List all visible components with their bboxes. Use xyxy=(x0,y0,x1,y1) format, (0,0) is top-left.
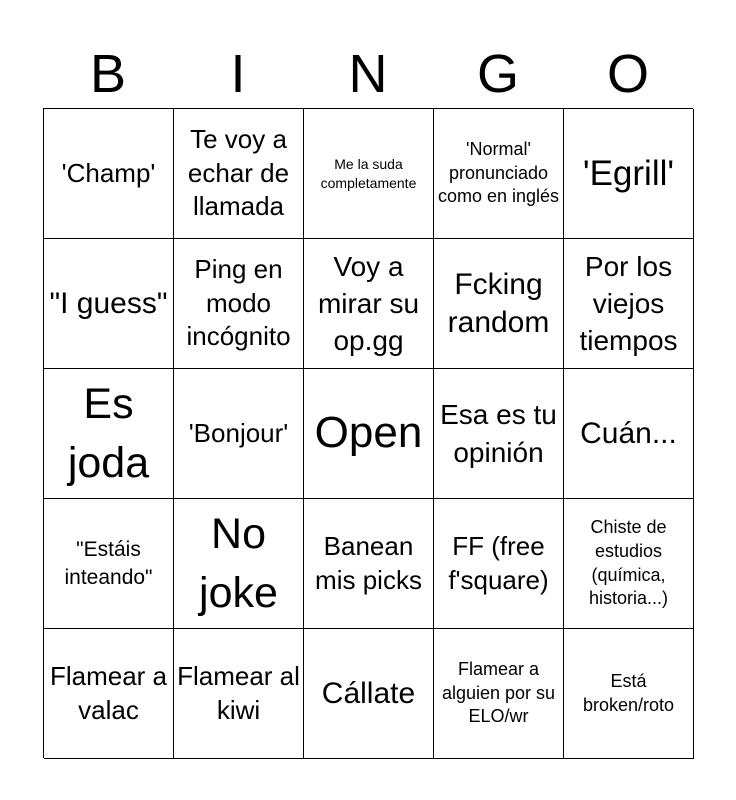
bingo-cell[interactable]: 'Egrill' xyxy=(564,109,694,239)
bingo-cell[interactable]: Flamear a valac xyxy=(44,629,174,759)
bingo-cell[interactable]: Es joda xyxy=(44,369,174,499)
bingo-cell[interactable]: Me la suda completamente xyxy=(304,109,434,239)
bingo-header xyxy=(43,40,693,108)
bingo-cell[interactable]: Banean mis picks xyxy=(304,499,434,629)
header-letter-n: N xyxy=(348,44,388,104)
bingo-card-grid xyxy=(43,108,693,758)
free-space-cell[interactable]: Open xyxy=(304,369,434,499)
bingo-cell[interactable]: Flamear al kiwi xyxy=(174,629,304,759)
bingo-cell[interactable]: Por los viejos tiempos xyxy=(564,239,694,369)
bingo-cell[interactable]: 'Bonjour' xyxy=(174,369,304,499)
bingo-cell[interactable]: Esa es tu opinión xyxy=(434,369,564,499)
bingo-cell[interactable]: Flamear a alguien por su ELO/wr xyxy=(434,629,564,759)
header-letter-g: G xyxy=(476,44,519,104)
header-letter-o: O xyxy=(606,44,649,104)
bingo-cell[interactable]: "I guess" xyxy=(44,239,174,369)
bingo-cell[interactable]: "Estáis inteando" xyxy=(44,499,174,629)
bingo-cell[interactable]: 'Champ' xyxy=(44,109,174,239)
bingo-cell[interactable]: Está broken/roto xyxy=(564,629,694,759)
header-letter-i: I xyxy=(230,44,246,104)
bingo-cell[interactable]: Voy a mirar su op.gg xyxy=(304,239,434,369)
bingo-cell[interactable]: Fcking random xyxy=(434,239,564,369)
header-letter-b: B xyxy=(89,44,127,104)
bingo-cell[interactable]: Cuán... xyxy=(564,369,694,499)
bingo-cell[interactable]: Chiste de estudios (química, historia...) xyxy=(564,499,694,629)
bingo-cell[interactable]: FF (free f'square) xyxy=(434,499,564,629)
bingo-cell[interactable]: Ping en modo incógnito xyxy=(174,239,304,369)
bingo-cell[interactable]: Cállate xyxy=(304,629,434,759)
bingo-cell[interactable]: 'Normal' pronunciado como en inglés xyxy=(434,109,564,239)
bingo-cell[interactable]: No joke xyxy=(174,499,304,629)
bingo-cell[interactable]: Te voy a echar de llamada xyxy=(174,109,304,239)
